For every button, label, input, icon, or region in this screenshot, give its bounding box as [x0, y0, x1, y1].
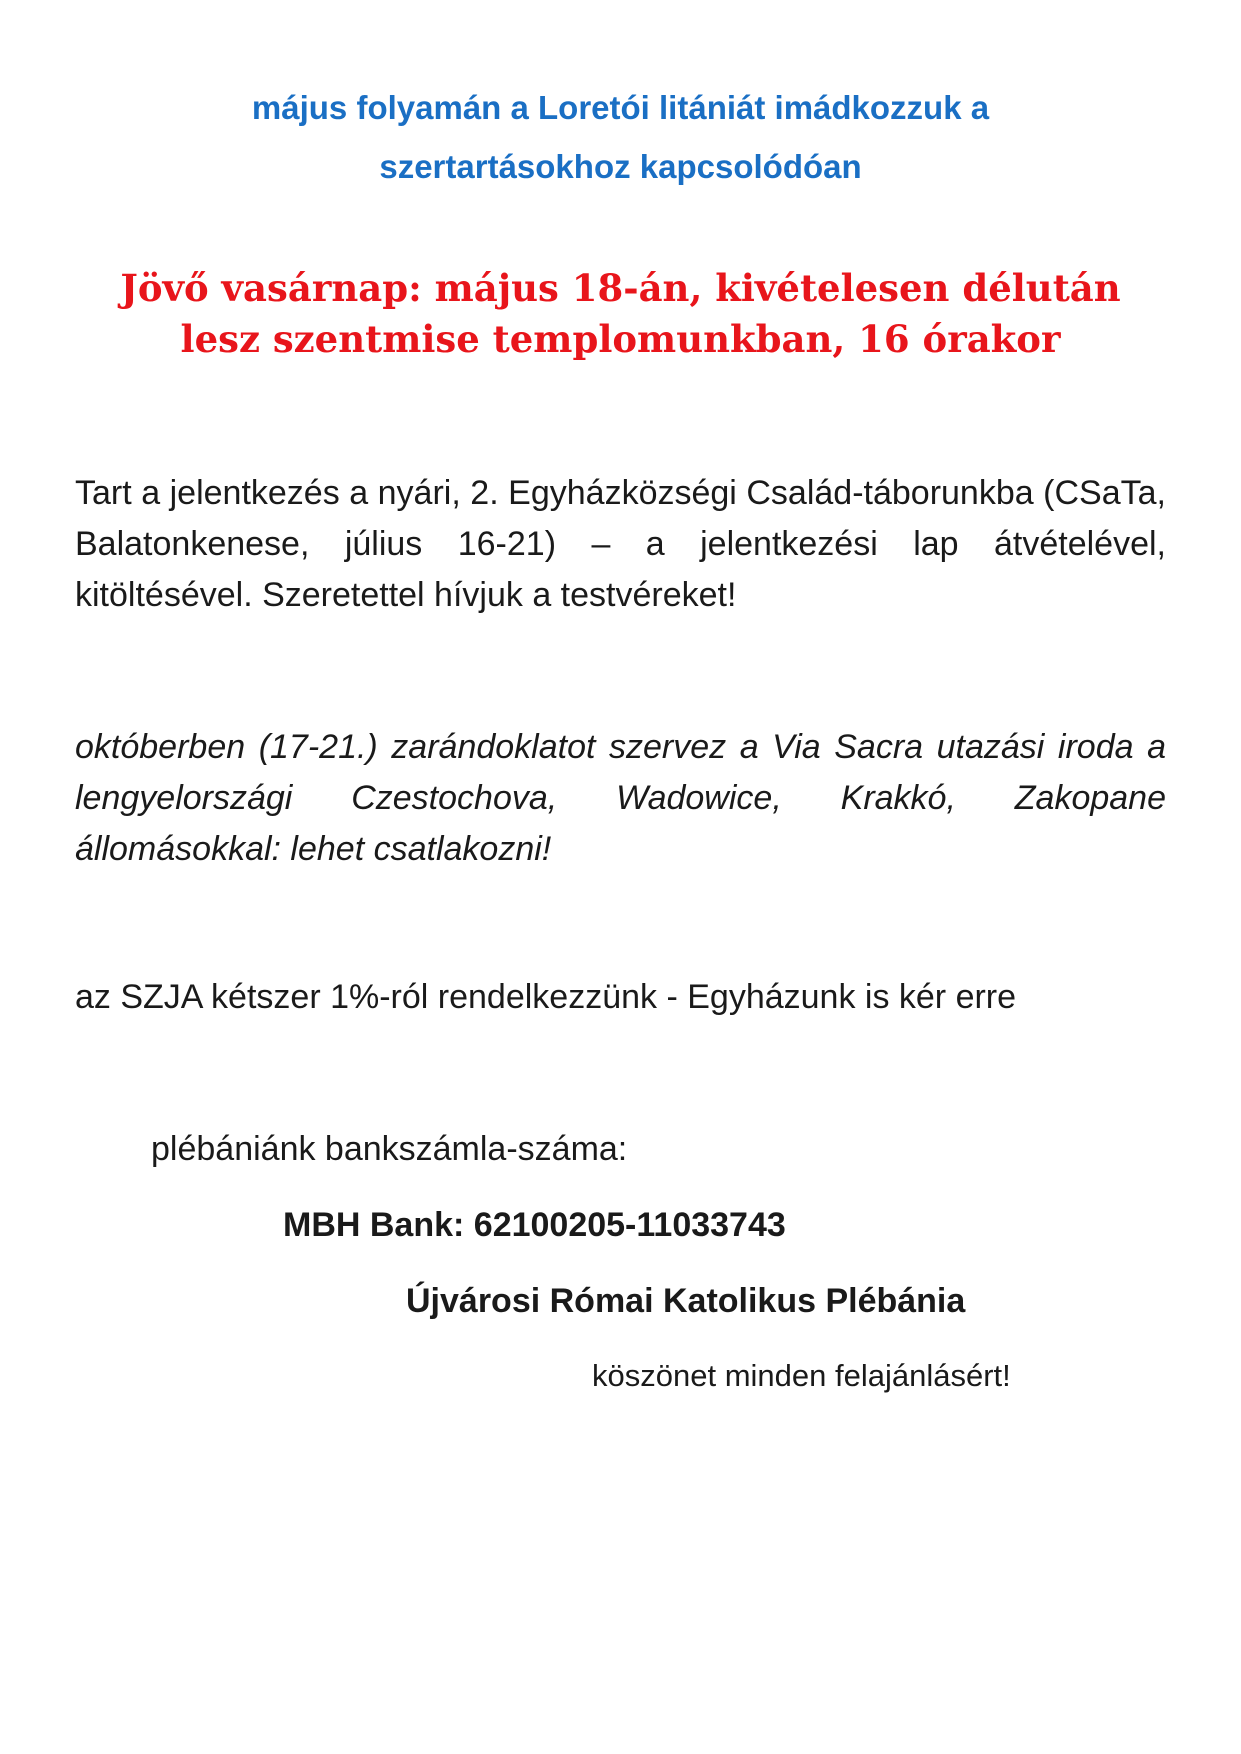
bank-account-label: plébániánk bankszámla-száma:: [151, 1130, 628, 1168]
litany-announcement: [0, 78, 1241, 196]
account-holder-name: Újvárosi Római Katolikus Plébánia: [406, 1282, 966, 1320]
bank-account-number: MBH Bank: 62100205-11033743: [283, 1206, 786, 1244]
sunday-mass-line-1: Jövő vasárnap: május 18-án, kivételesen délután: [120, 266, 1121, 310]
thanks-note: köszönet minden felajánlásért!: [592, 1358, 1011, 1393]
litany-announcement-line-2: szertartásokhoz kapcsolódóan: [379, 148, 862, 185]
family-camp-paragraph: Tart a jelentkezés a nyári, 2. Egyházközségi Család-táborunkba (CSaTa, Balatonkenese, július 16-21) – a jelentkezési lap átvételével, kitöltésével. Szeretettel hívjuk a testvéreket!: [75, 474, 1166, 614]
pilgrimage-paragraph: októberben (17-21.) zarándoklatot szervez a Via Sacra utazási iroda a lengyelországi Czestochova, Wadowice, Krakkó, Zakopane állomásokkal: lehet csatlakozni!: [75, 728, 1166, 868]
sunday-mass-line-2: lesz szentmise templomunkban, 16 órakor: [180, 317, 1061, 361]
tax-donation-paragraph: az SZJA kétszer 1%-ról rendelkezzünk - Egyházunk is kér erre: [75, 978, 1017, 1016]
sunday-mass-announcement: [0, 263, 1241, 365]
litany-announcement-line-1: május folyamán a Loretói litániát imádkozzuk a: [251, 89, 990, 126]
